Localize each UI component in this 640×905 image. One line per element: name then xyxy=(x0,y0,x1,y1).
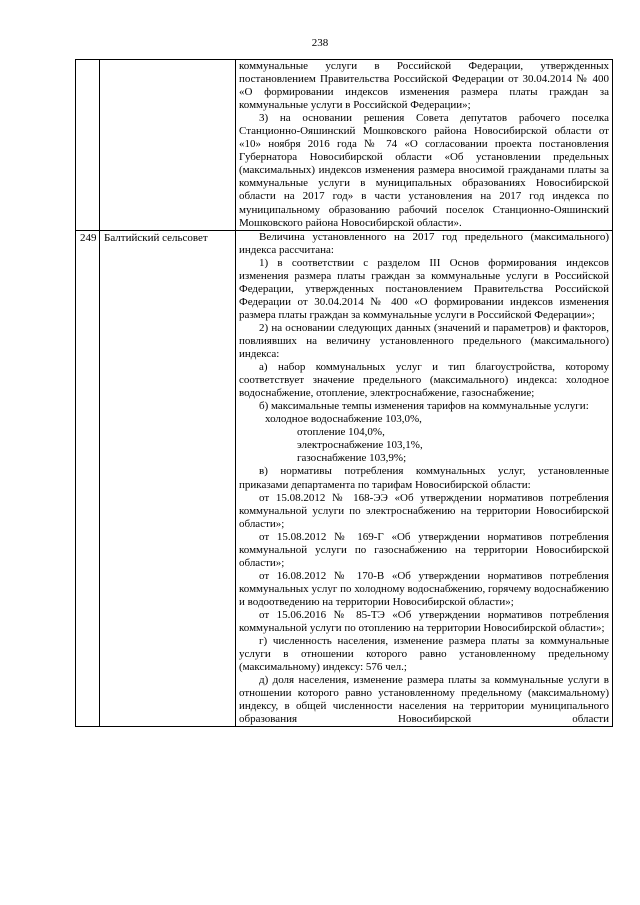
paragraph-intro: Величина установленного на 2017 год предельного (максимального) индекса рассчитана: xyxy=(239,230,609,256)
table-row-continued xyxy=(76,60,613,231)
tariff-line: газоснабжение 103,9%; xyxy=(297,452,407,465)
paragraph-item-g: г) численность населения, изменение размера платы за коммунальные услуги в отношении которого равно установленному предельному (максимальному) индексу: 576 чел.; xyxy=(239,635,609,674)
municipality-name: Балтийский сельсовет xyxy=(100,230,236,727)
paragraph-item-d: д) доля населения, изменение размера платы за коммунальные услуги в отношении которого равно установленному предельному (максимальному) индексу, в общей численности населения на территории муниципального образования Новосибирской области xyxy=(239,674,609,726)
paragraph-order: от 15.06.2016 № 85-ТЭ «Об утверждении нормативов потребления коммунальной услуги по отоплению на территории Новосибирской области»; xyxy=(239,608,609,635)
tariff-line: холодное водоснабжение 103,0%, xyxy=(265,413,422,426)
paragraph-item-1: 1) в соответствии с разделом III Основ формирования индексов изменения размера платы граждан за коммунальные услуги в Российской Федерации, утвержденных постановлением Правительства Российской Федерации от 30.04.2014 № 400 «О формировании индексов изменения размера платы граждан за коммунальные услуги в Российской Федерации»; xyxy=(239,256,609,321)
paragraph-item-2: 2) на основании следующих данных (значений и параметров) и факторов, повлиявших на величину установленного предельного (максимального) индекса: xyxy=(239,321,609,361)
row-number: 249 xyxy=(76,230,100,727)
page-number: 238 xyxy=(311,37,329,49)
paragraph: 3) на основании решения Совета депутатов рабочего поселка Станционно-Ояшинский Мошковского района Новосибирской области от «10» ноября 2016 года № 74 «О согласовании проекта постановления Губернатора Новосибирской области «Об установлении предельных (максимальных) индексов изменения размера вносимой гражданами платы за коммунальные услуги в муниципальных образованиях Новосибирской области на 2017 год» в части установления на 2017 год индекса по муниципальному образованию рабочий поселок Станционно-Ояшинский Мошковского района Новосибирской области». xyxy=(239,112,609,229)
table-row-249 xyxy=(76,230,613,727)
paragraph-order: от 15.08.2012 № 168-ЭЭ «Об утверждении нормативов потребления коммунальной услуги по электроснабжению на территории Новосибирской области»; xyxy=(239,491,609,530)
paragraph-order: от 15.08.2012 № 169-Г «Об утверждении нормативов потребления коммунальной услуги по газоснабжению на территории Новосибирской области»; xyxy=(239,530,609,569)
index-table xyxy=(75,59,613,727)
paragraph: коммунальные услуги в Российской Федерации, утвержденных постановлением Правительства Российской Федерации от 30.04.2014 № 400 «О формировании индексов изменения размера платы граждан за коммунальные услуги в Российской Федерации»; xyxy=(239,60,609,112)
tariff-line: отопление 104,0%, xyxy=(297,426,385,439)
paragraph-item-a: а) набор коммунальных услуг и тип благоустройства, которому соответствует значение предельного (максимального) индекса: холодное водоснабжение, отопление, электроснабжение, газоснабжение; xyxy=(239,361,609,400)
row-number-cell-empty xyxy=(76,60,100,231)
justification-cell xyxy=(236,60,613,231)
justification-cell xyxy=(236,230,613,727)
paragraph-item-v: в) нормативы потребления коммунальных услуг, установленные приказами департамента по тарифам Новосибирской области: xyxy=(239,465,609,491)
tariff-line: электроснабжение 103,1%, xyxy=(297,439,423,452)
paragraph-order: от 16.08.2012 № 170-В «Об утверждении нормативов потребления коммунальных услуг по холодному водоснабжению, горячему водоснабжению и водоотведению на территории Новосибирской области»; xyxy=(239,569,609,608)
paragraph-item-b: б) максимальные темпы изменения тарифов на коммунальные услуги: xyxy=(259,400,589,413)
municipality-cell-empty xyxy=(100,60,236,231)
